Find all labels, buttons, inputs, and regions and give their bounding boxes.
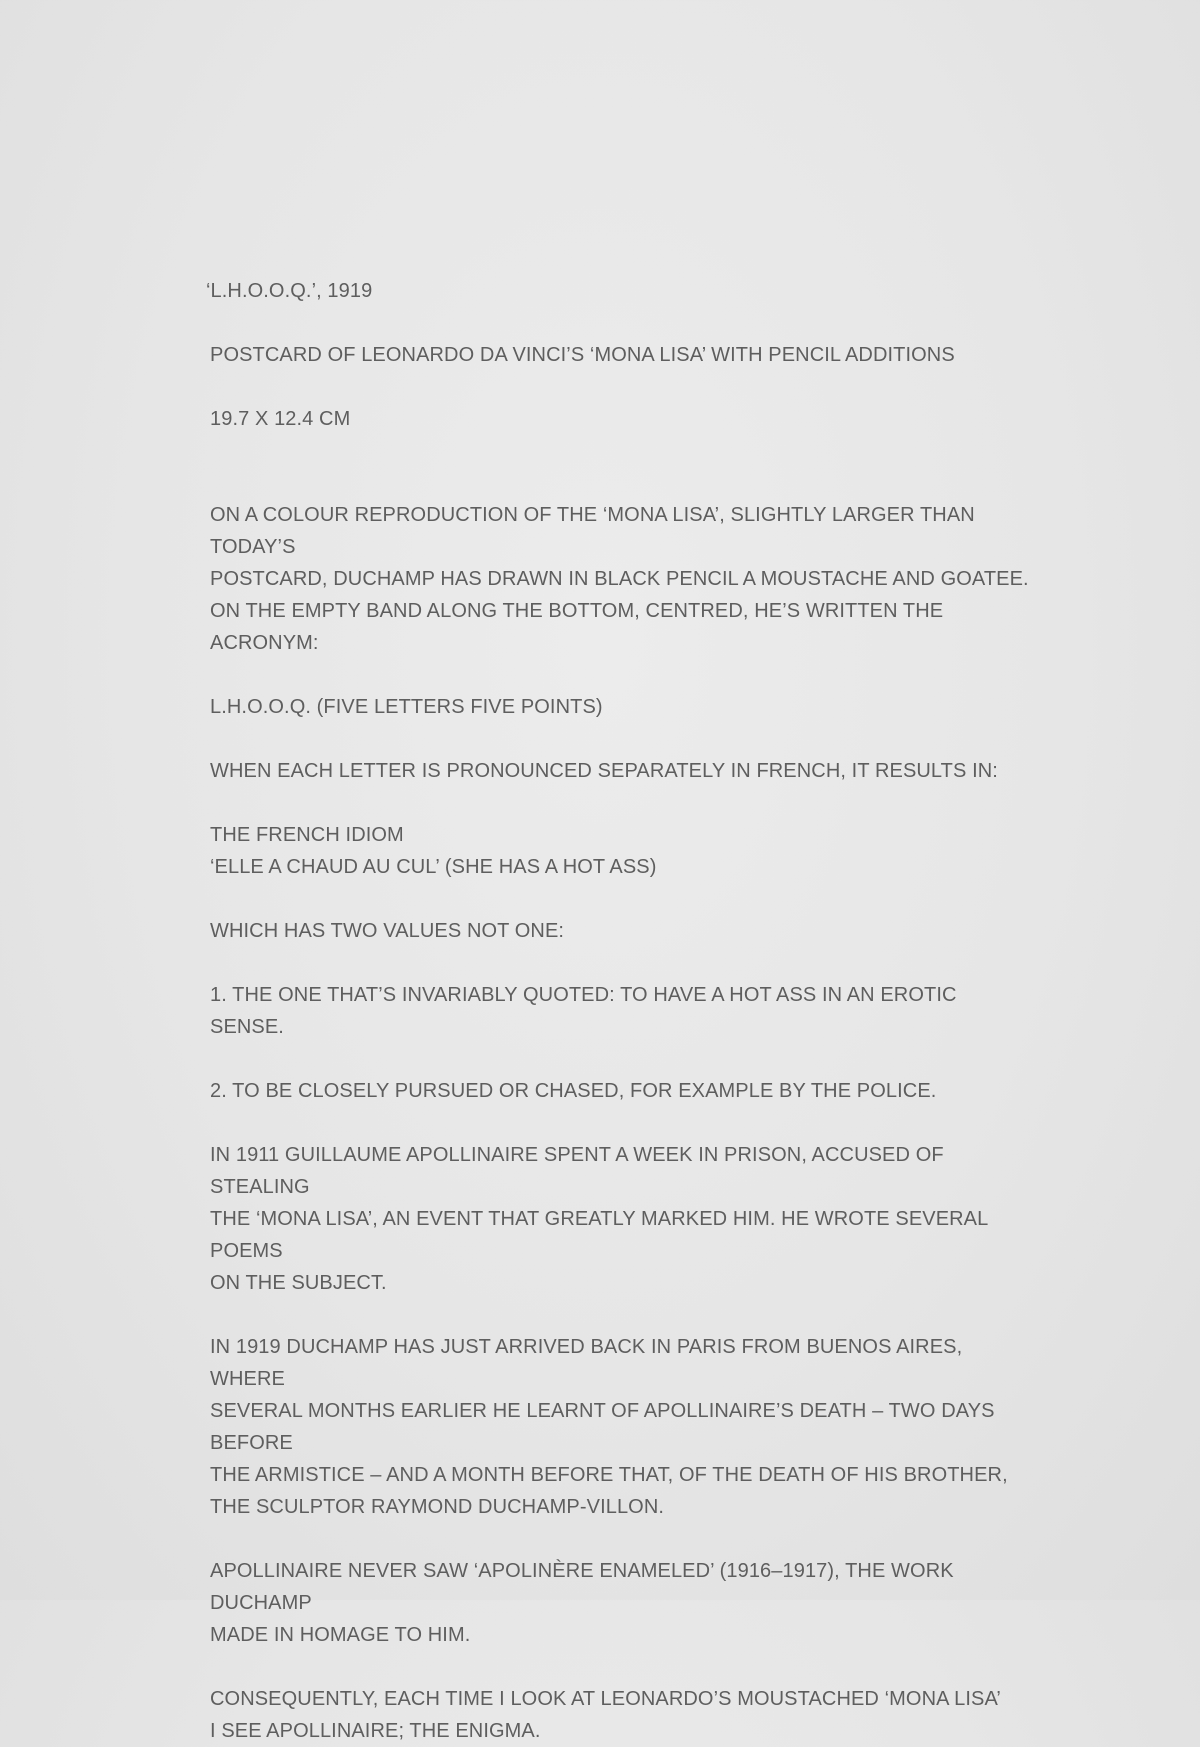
paragraph-apollinaire-prison: IN 1911 GUILLAUME APOLLINAIRE SPENT A WEEK IN PRISON, ACCUSED OF STEALING THE ‘MONA LISA’, AN EVENT THAT GREATLY MARKED HIM. HE WROTE SEVERAL POEMS ON THE SUBJECT.	[210, 1144, 988, 1294]
paragraph-duchamp-return: IN 1919 DUCHAMP HAS JUST ARRIVED BACK IN PARIS FROM BUENOS AIRES, WHERE SEVERAL MONTHS EARLIER HE LEARNT OF APOLLINAIRE’S DEATH – TWO DAYS BEFORE THE ARMISTICE – AND A MONTH BEFORE THAT, OF THE DEATH OF HIS BROTHER, THE SCULPTOR RAYMOND DUCHAMP-VILLON.	[210, 1336, 1008, 1518]
paragraph-acronym: L.H.O.O.Q. (FIVE LETTERS FIVE POINTS)	[210, 696, 603, 718]
artwork-title: ‘L.H.O.O.Q.’, 1919	[206, 280, 373, 302]
artwork-medium: POSTCARD OF LEONARDO DA VINCI’S ‘MONA LISA’ WITH PENCIL ADDITIONS	[210, 344, 955, 366]
paragraph-two-values: WHICH HAS TWO VALUES NOT ONE:	[210, 920, 565, 942]
paragraph-pronunciation: WHEN EACH LETTER IS PRONOUNCED SEPARATELY IN FRENCH, IT RESULTS IN:	[210, 760, 998, 782]
artwork-dimensions: 19.7 X 12.4 CM	[210, 408, 351, 430]
paragraph-french-idiom: THE FRENCH IDIOM ‘ELLE A CHAUD AU CUL’ (SHE HAS A HOT ASS)	[210, 824, 657, 878]
paragraph-value-two: 2. TO BE CLOSELY PURSUED OR CHASED, FOR EXAMPLE BY THE POLICE.	[210, 1080, 937, 1102]
artwork-caption	[206, 243, 1030, 467]
paragraph-conclusion: CONSEQUENTLY, EACH TIME I LOOK AT LEONARDO’S MOUSTACHED ‘MONA LISA’ I SEE APOLLINAIRE; THE ENIGMA.	[210, 1688, 1001, 1742]
paragraph-apolinere-enameled: APOLLINAIRE NEVER SAW ‘APOLINÈRE ENAMELED’ (1916–1917), THE WORK DUCHAMP MADE IN HOMAGE TO HIM.	[210, 1560, 954, 1646]
paragraph-value-one: 1. THE ONE THAT’S INVARIABLY QUOTED: TO HAVE A HOT ASS IN AN EROTIC SENSE.	[210, 984, 957, 1038]
paragraph-reproduction: ON A COLOUR REPRODUCTION OF THE ‘MONA LISA’, SLIGHTLY LARGER THAN TODAY’S POSTCARD, DUCHAMP HAS DRAWN IN BLACK PENCIL A MOUSTACHE AND GOATEE. ON THE EMPTY BAND ALONG THE BOTTOM, CENTRED, HE’S WRITTEN THE ACRONYM:	[210, 504, 1029, 654]
document-text	[206, 243, 1030, 1747]
